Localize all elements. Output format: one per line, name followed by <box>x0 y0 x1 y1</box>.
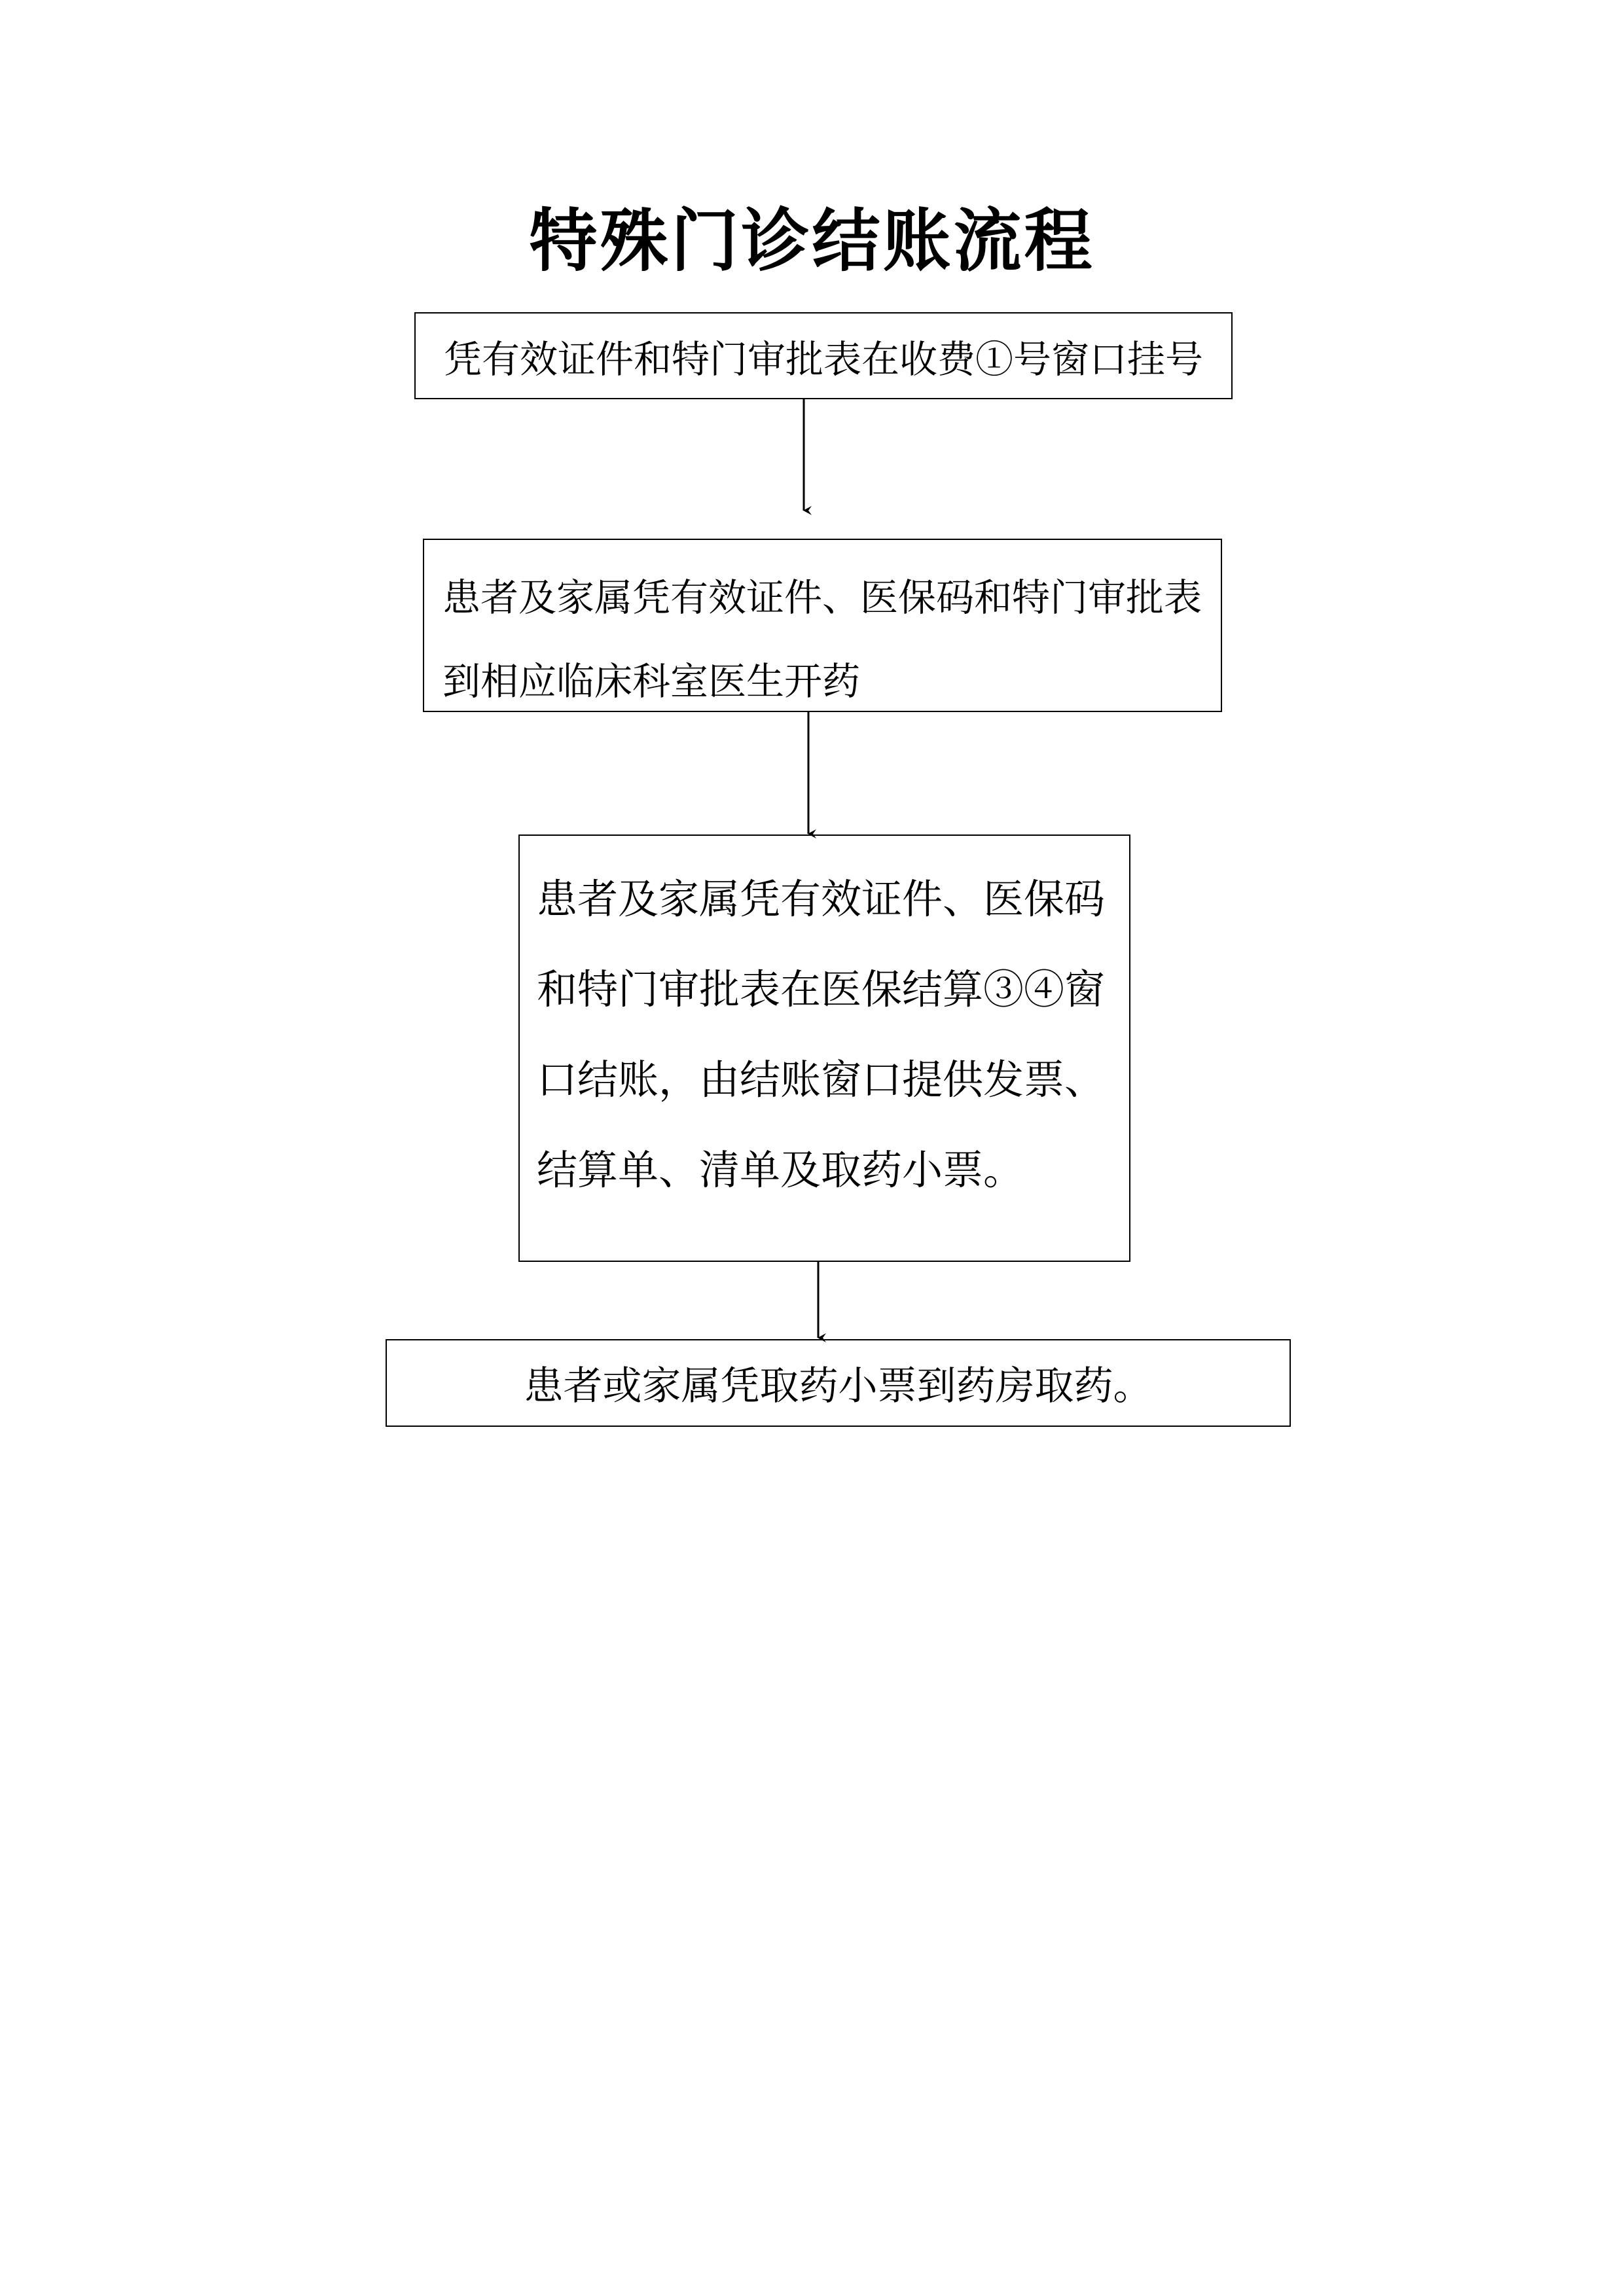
flow-step-text: 患者及家属凭有效证件、医保码和特门审批表到相应临床科室医生开药 <box>442 575 1202 704</box>
flow-step-prescribe <box>423 539 1222 712</box>
flow-step-checkout <box>518 834 1130 1262</box>
page-title: 特殊门诊结账流程 <box>529 201 1095 281</box>
flow-step-register <box>414 312 1233 399</box>
flow-step-text: 凭有效证件和特门审批表在收费①号窗口挂号 <box>443 336 1203 382</box>
flow-step-pickup <box>386 1339 1291 1427</box>
flow-step-text: 患者或家属凭取药小票到药房取药。 <box>524 1363 1153 1409</box>
flow-step-text: 患者及家属凭有效证件、医保码和特门审批表在医保结算③④窗口结账，由结账窗口提供发票、结算单、清单及取药小票。 <box>537 875 1106 1194</box>
